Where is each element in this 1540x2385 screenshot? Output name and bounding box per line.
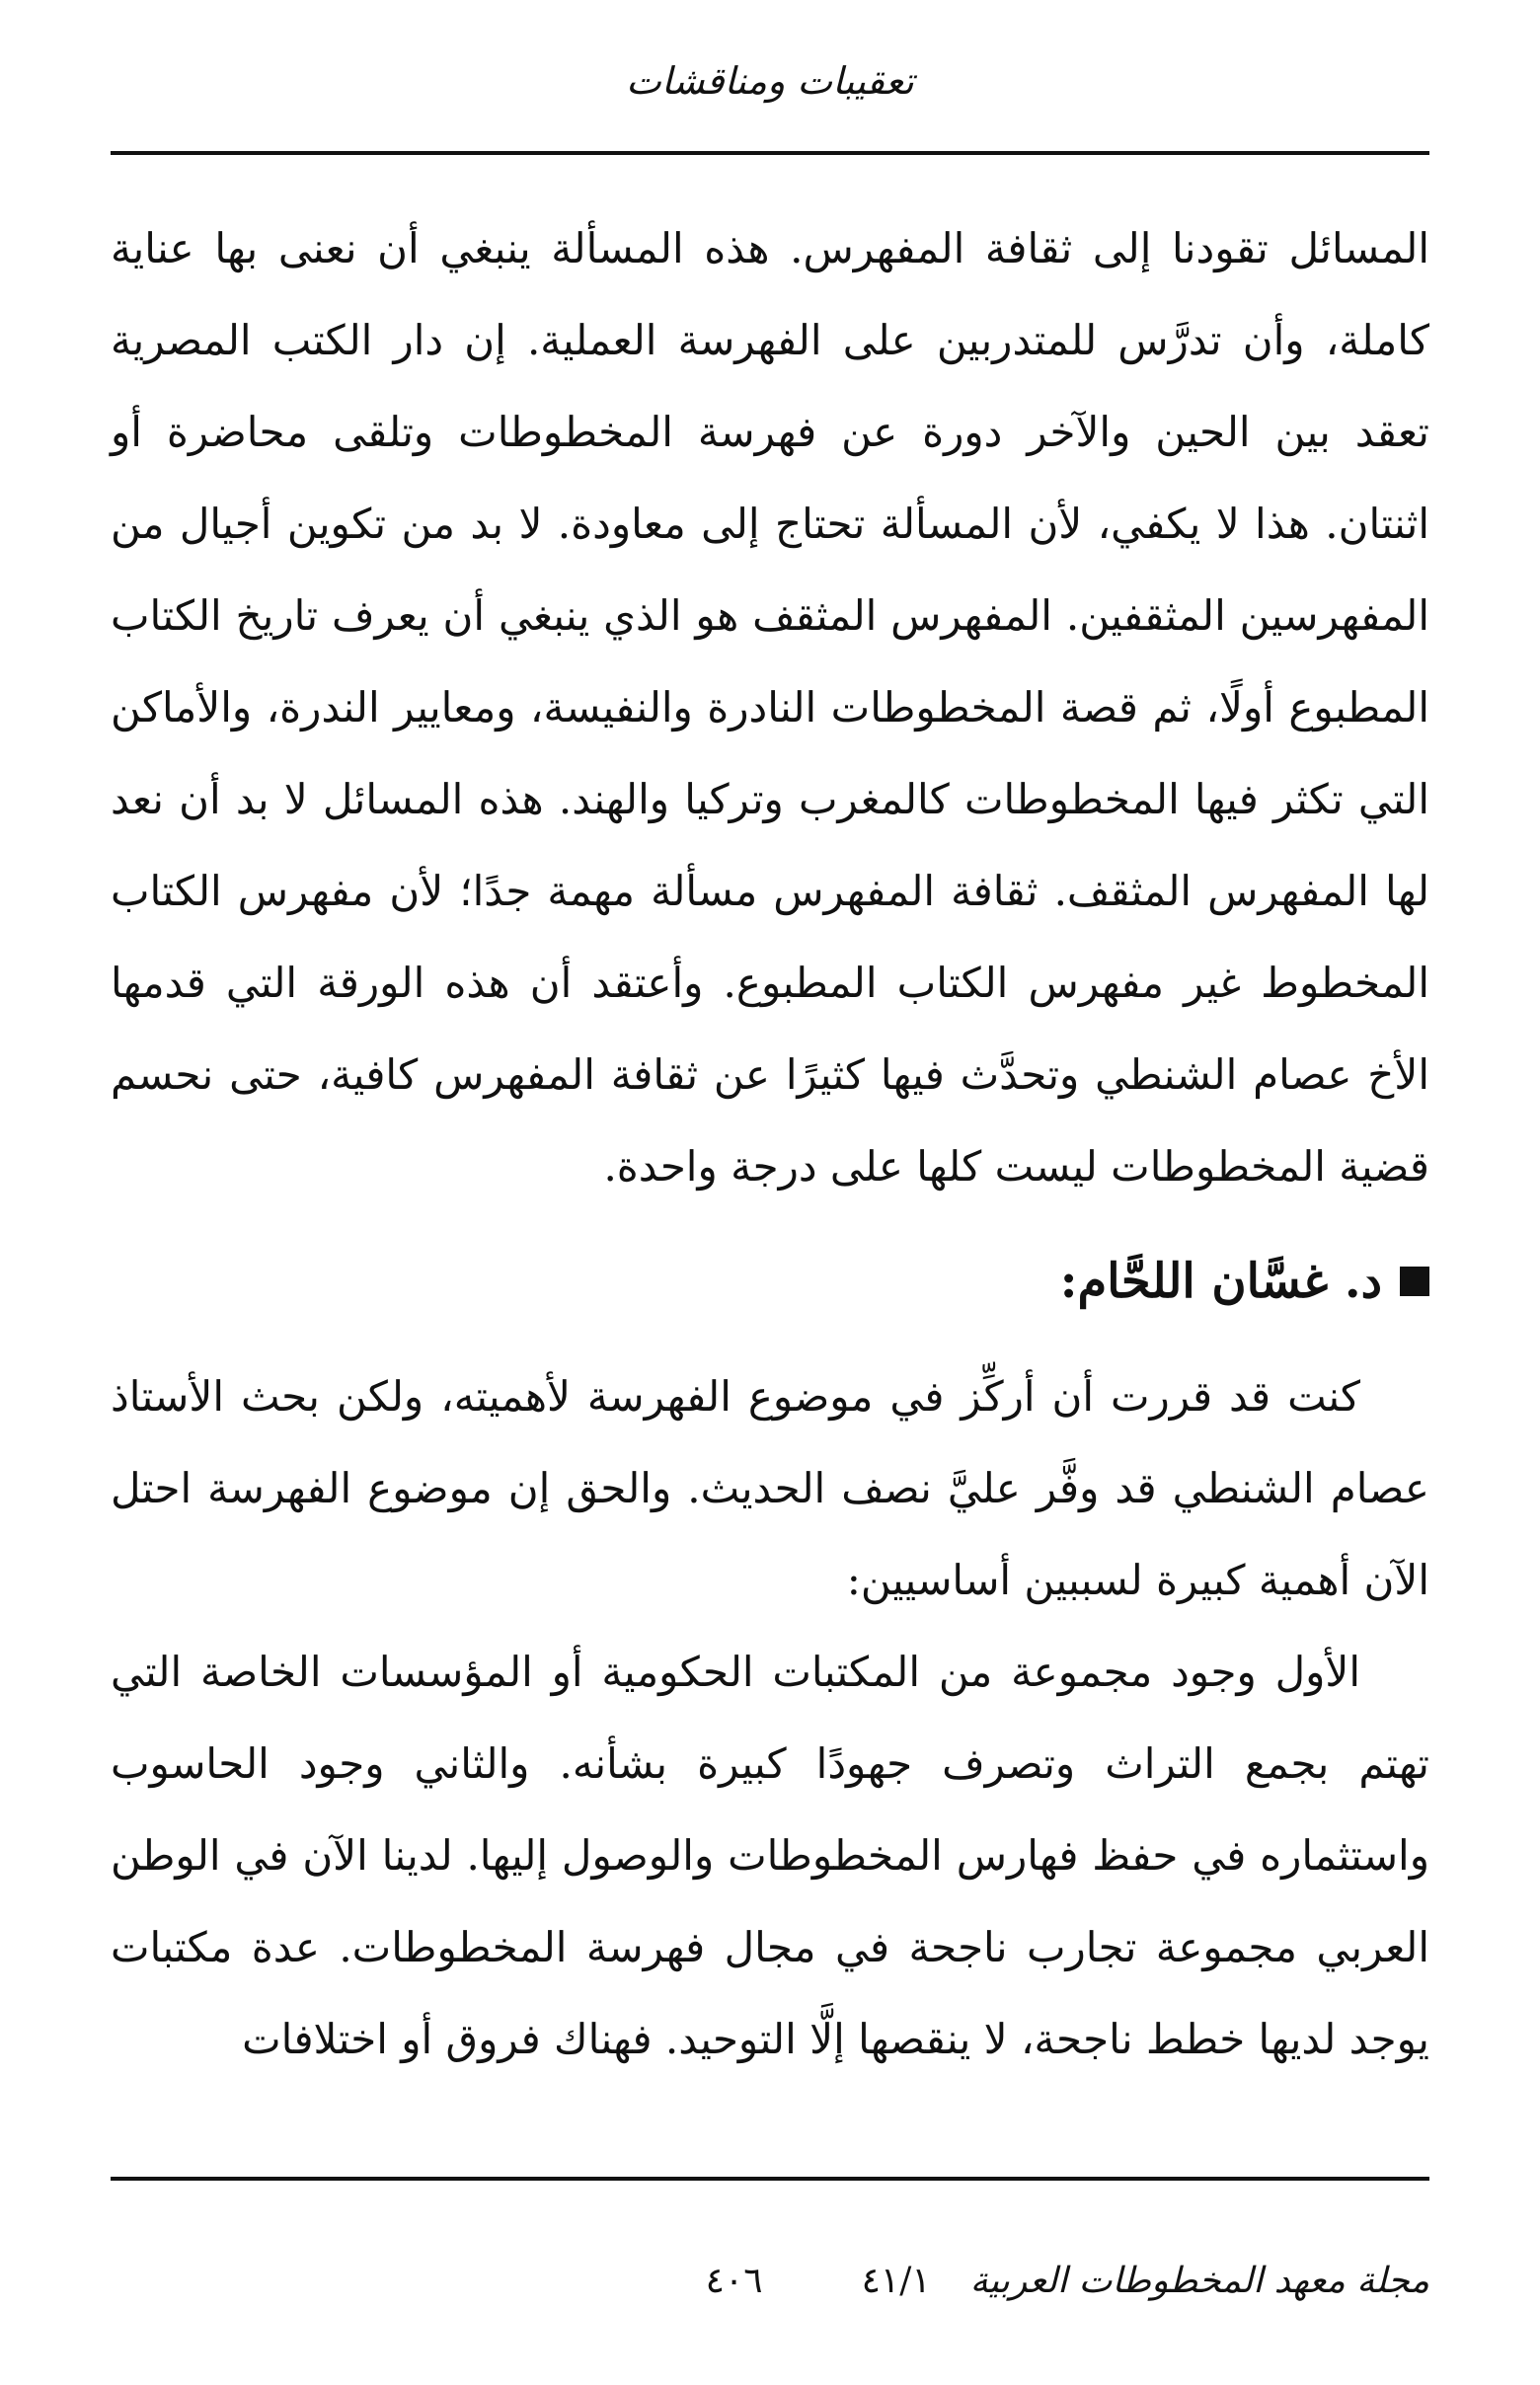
running-header-title: تعقيبات ومناقشات [626,59,914,103]
paragraph-3: الأول وجود مجموعة من المكتبات الحكومية أو المؤسسات الخاصة التي تهتم بجمع التراث وتصرف جهودًا كبيرة بشأنه. والثاني وجود الحاسوب واستثماره في حفظ فهارس المخطوطات والوصول إليها. لدينا الآن في الوطن العربي مجموعة تجارب ناجحة في مجال فهرسة المخطوطات. عدة مكتبات يوجد لديها خطط ناجحة، لا ينقصها إلَّا التوحيد. فهناك فروق أو اختلافات [111,1648,1429,2063]
page-footer [111,2261,1429,2301]
paragraph-2: كنت قد قررت أن أركِّز في موضوع الفهرسة لأهميته، ولكن بحث الأستاذ عصام الشنطي قد وفَّر عليَّ نصف الحديث. والحق إن موضوع الفهرسة احتل الآن أهمية كبيرة لسببين أساسيين: [111,1372,1429,1604]
speaker-heading [111,1242,1429,1321]
body-text [111,202,1429,2085]
header-rule [111,151,1429,155]
black-square-bullet-icon [1400,1267,1429,1296]
paragraph-1: المسائل تقودنا إلى ثقافة المفهرس. هذه المسألة ينبغي أن نعنى بها عناية كاملة، وأن تدرَّس للمتدربين على الفهرسة العملية. إن دار الكتب المصرية تعقد بين الحين والآخر دورة عن فهرسة المخطوطات وتلقى محاضرة أو اثنتان. هذا لا يكفي، لأن المسألة تحتاج إلى معاودة. لا بد من تكوين أجيال من المفهرسين المثقفين. المفهرس المثقف هو الذي ينبغي أن يعرف تاريخ الكتاب المطبوع أولًا، ثم قصة المخطوطات النادرة والنفيسة، ومعايير الندرة، والأماكن التي تكثر فيها المخطوطات كالمغرب وتركيا والهند. هذه المسائل لا بد أن نعد لها المفهرس المثقف. ثقافة المفهرس مسألة مهمة جدًا؛ لأن مفهرس الكتاب المخطوط غير مفهرس الكتاب المطبوع. وأعتقد أن هذه الورقة التي قدمها الأخ عصام الشنطي وتحدَّث فيها كثيرًا عن ثقافة المفهرس كافية، حتى نحسم قضية المخطوطات ليست كلها على درجة واحدة. [111,224,1429,1191]
issue-number: ٤١/١ [861,2261,931,2301]
journal-name: مجلة معهد المخطوطات العربية [969,2261,1429,2301]
speaker-name: د. غسَّان اللحَّام: [1059,1254,1382,1309]
page-number: ٤٠٦ [705,2261,763,2301]
footer-rule [111,2177,1429,2181]
